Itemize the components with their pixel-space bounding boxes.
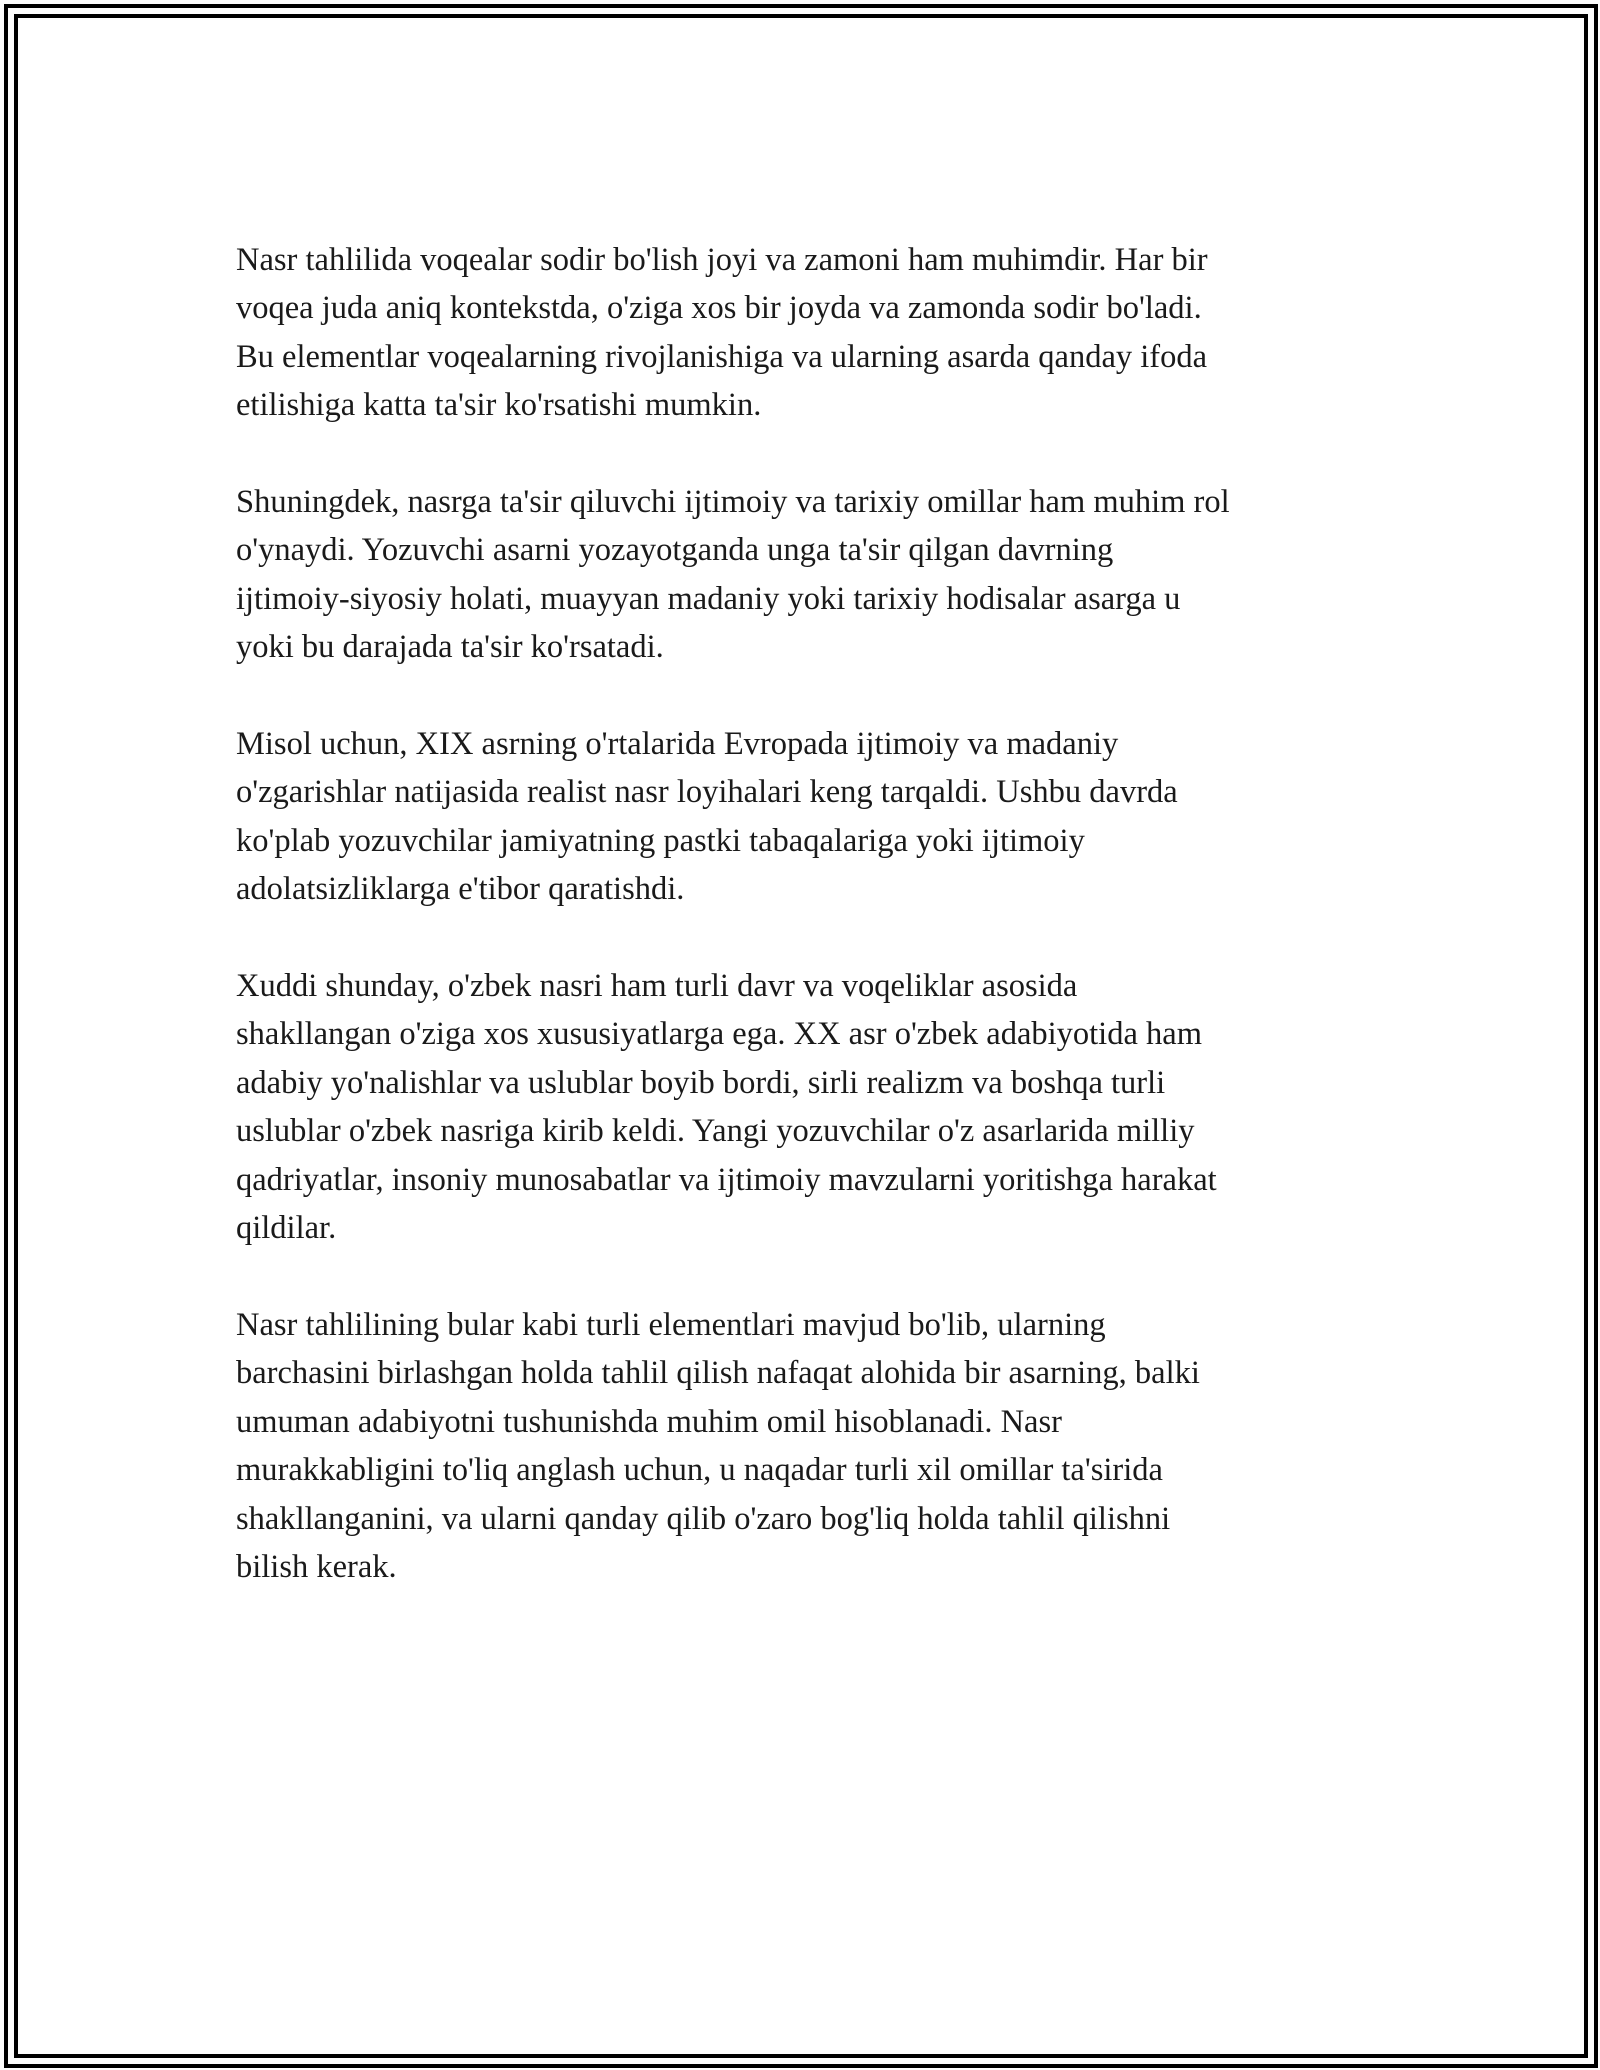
paragraph-4: Xuddi shunday, o'zbek nasri ham turli davr va voqeliklar asosida shakllangan o'ziga xos xususiyatlarga ega. XX asr o'zbek adabiyotida ham adabiy yo'nalishlar va uslublar boyib bordi, sirli realizm va boshqa turli uslublar o'zbek nasriga kirib keldi. Yangi yozuvchilar o'z asarlarida milliy qadriyatlar, insoniy munosabatlar va ijtimoiy mavzularni yoritishga harakat qildilar. <box>236 968 1217 1247</box>
document-body <box>236 236 1366 1640</box>
paragraph-2: Shuningdek, nasrga ta'sir qiluvchi ijtimoiy va tarixiy omillar ham muhim rol o'ynaydi. Yozuvchi asarni yozayotganda unga ta'sir qilgan davrning ijtimoiy-siyosiy holati, muayyan madaniy yoki tarixiy hodisalar asarga u yoki bu darajada ta'sir ko'rsatadi. <box>236 484 1230 666</box>
paragraph-5: Nasr tahlilining bular kabi turli elementlari mavjud bo'lib, ularning barchasini birlashgan holda tahlil qilish nafaqat alohida bir asarning, balki umuman adabiyotni tushunishda muhim omil hisoblanadi. Nasr murakkabligini to'liq anglash uchun, u naqadar turli xil omillar ta'sirida shakllanganini, va ularni qanday qilib o'zaro bog'liq holda tahlil qilishni bilish kerak. <box>236 1306 1200 1585</box>
paragraph-3: Misol uchun, XIX asrning o'rtalarida Evropada ijtimoiy va madaniy o'zgarishlar natijasida realist nasr loyihalari keng tarqaldi. Ushbu davrda ko'plab yozuvchilar jamiyatning pastki tabaqalariga yoki ijtimoiy adolatsizliklarga e'tibor qaratishdi. <box>236 726 1178 908</box>
paragraph-1: Nasr tahlilida voqealar sodir bo'lish joyi va zamoni ham muhimdir. Har bir voqea juda aniq kontekstda, o'ziga xos bir joyda va zamonda sodir bo'ladi. Bu elementlar voqealarning rivojlanishiga va ularning asarda qanday ifoda etilishiga katta ta'sir ko'rsatishi mumkin. <box>236 242 1208 424</box>
